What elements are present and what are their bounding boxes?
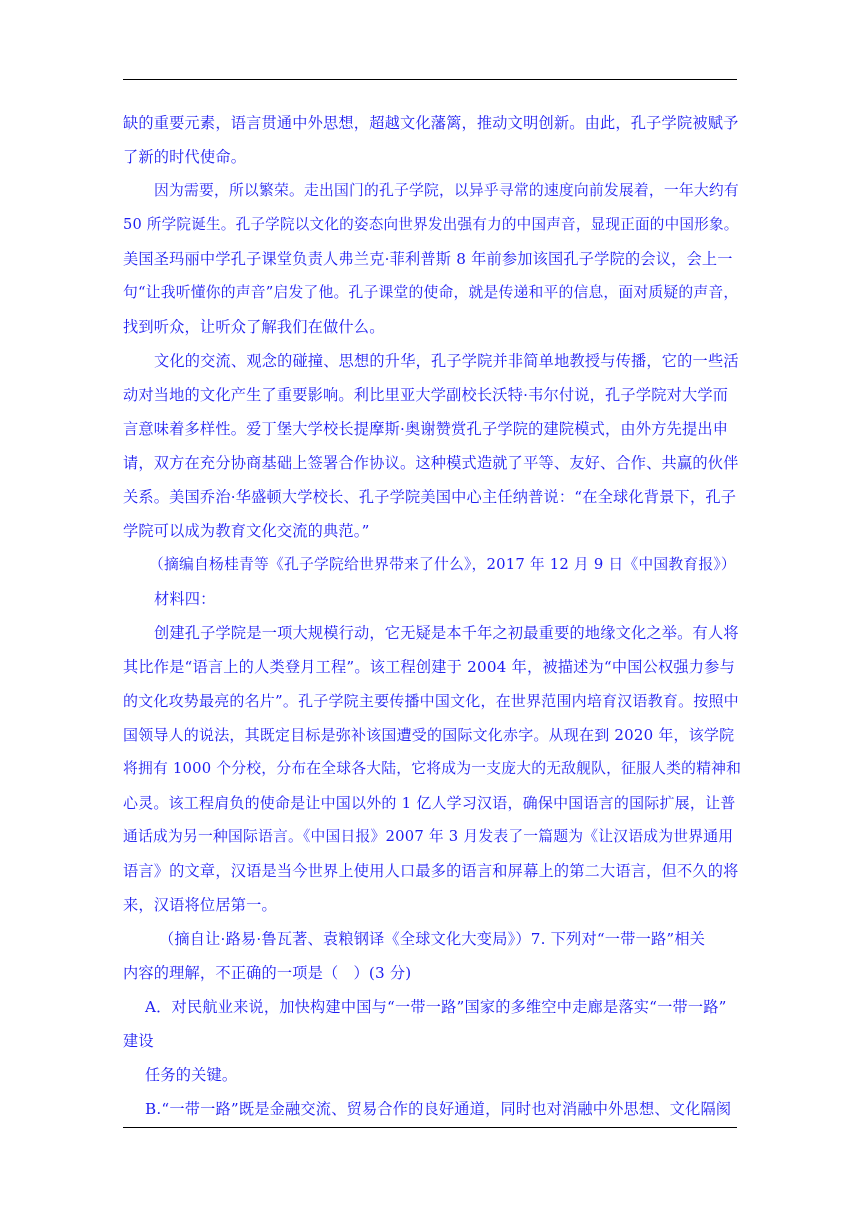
text-line: 了新的时代使命。 (123, 148, 247, 166)
text-line: 请，双方在充分协商基础上签署合作协议。这种模式造就了平等、友好、合作、共赢的伙伴 (123, 454, 739, 472)
document-body (123, 106, 741, 1126)
text-line: 关系。美国乔治·华盛顿大学校长、孔子学院美国中心主任纳普说：“在全球化背景下，孔子 (123, 488, 737, 506)
option-a-continued: 任务的关键。 (145, 1066, 238, 1084)
option-a-continued: 建设 (123, 1032, 154, 1050)
text-line: 缺的重要元素，语言贯通中外思想，超越文化藩篱，推动文明创新。由此，孔子学院被赋予 (123, 114, 739, 132)
text-line: 的文化攻势最亮的名片”。孔子学院主要传播中国文化，在世界范围内培育汉语教育。按照中 (123, 692, 739, 710)
text-line: 50 所学院诞生。孔子学院以文化的姿态向世界发出强有力的中国声音，显现正面的中国形象。 (123, 216, 739, 233)
text-line: 创建孔子学院是一项大规模行动，它无疑是本千年之初最重要的地缘文化之举。有人将 (154, 624, 739, 642)
text-line: 心灵。该工程肩负的使命是让中国以外的 1 亿人学习汉语，确保中国语言的国际扩展，让普 (123, 794, 736, 812)
header-rule (123, 79, 737, 80)
text-line: 国领导人的说法，其既定目标是弥补该国遭受的国际文化赤字。从现在到 2020 年，该学院 (123, 726, 735, 744)
text-line: 句“让我听懂你的声音”启发了他。孔子课堂的使命，就是传递和平的信息，面对质疑的声音， (123, 284, 739, 301)
text-line: 通话成为另一种国际语言。《中国日报》2007 年 3 月发表了一篇题为《让汉语成为世界通用 (123, 828, 734, 845)
text-line: 语言》的文章，汉语是当今世界上使用人口最多的语言和屏幕上的第二大语言，但不久的将 (123, 862, 739, 880)
text-line: 找到听众，让听众了解我们在做什么。 (123, 318, 385, 336)
text-line: 将拥有 1000 个分校，分布在全球各大陆，它将成为一支庞大的无敌舰队，征服人类的精神和 (123, 760, 742, 777)
option-b: B.“一带一路”既是金融交流、贸易合作的良好通道，同时也对消融中外思想、文化隔阂 (145, 1100, 732, 1118)
text-line: 美国圣玛丽中学孔子课堂负责人弗兰克·菲利普斯 8 年前参加该国孔子学院的会议，会上一 (123, 250, 733, 268)
text-line: 动对当地的文化产生了重要影响。利比里亚大学副校长沃特·韦尔付说，孔子学院对大学而 (123, 386, 729, 404)
question-stem: 内容的理解，不正确的一项是（ ）(3 分) (123, 964, 412, 982)
source-citation: （摘自让·路易·鲁瓦著、袁粮钢译《全球文化大变局》）7. 下列对“一带一路”相关 (159, 930, 706, 948)
text-line: 因为需要，所以繁荣。走出国门的孔子学院，以异乎寻常的速度向前发展着，一年大约有 (154, 182, 739, 199)
section-heading: 材料四： (154, 590, 216, 608)
text-line: 文化的交流、观念的碰撞、思想的升华，孔子学院并非简单地教授与传播，它的一些活 (154, 352, 739, 370)
option-a: A．对民航业来说，加快构建中国与“一带一路”国家的多维空中走廊是落实“一带一路” (145, 998, 727, 1016)
text-line: 言意味着多样性。爱丁堡大学校长提摩斯·奥谢赞赏孔子学院的建院模式，由外方先提出申 (123, 420, 729, 438)
footer-rule (123, 1127, 737, 1128)
text-line: 学院可以成为教育文化交流的典范。” (123, 522, 370, 540)
text-line: 来，汉语将位居第一。 (123, 896, 277, 914)
source-citation: （摘编自杨桂青等《孔子学院给世界带来了什么》，2017 年 12 月 9 日《中国教育报》） (149, 556, 736, 573)
text-line: 其比作是“语言上的人类登月工程”。该工程创建于 2004 年，被描述为“中国公权强力参与 (123, 658, 735, 676)
